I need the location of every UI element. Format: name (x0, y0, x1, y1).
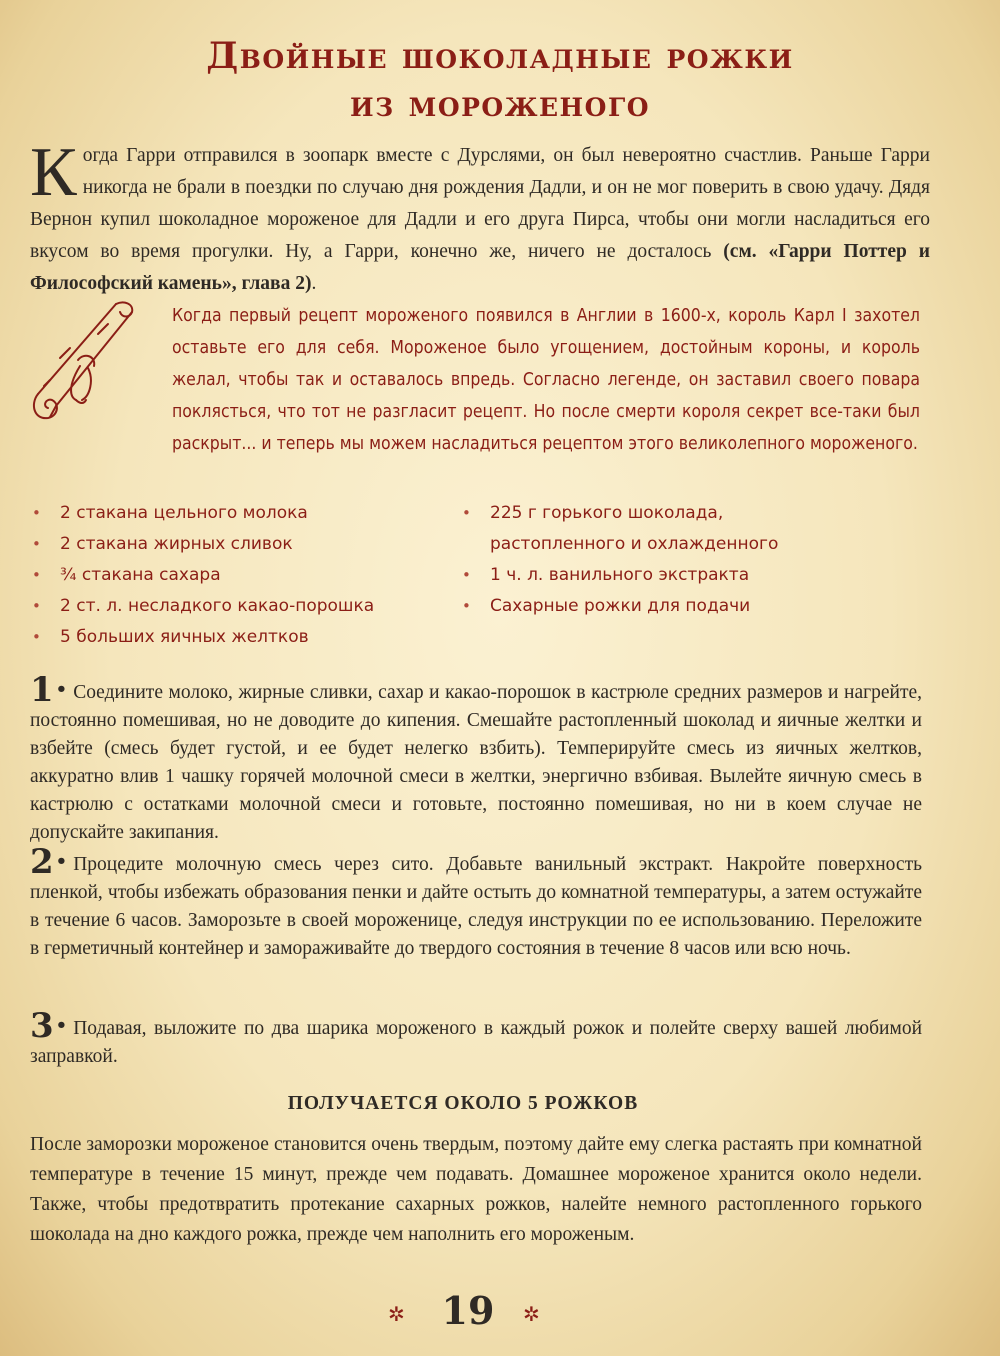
intro-paragraph (30, 134, 930, 300)
bullet-dot: • (462, 566, 471, 584)
rolled-scroll-icon (20, 296, 148, 430)
bullet-dot: • (32, 628, 41, 646)
yield-heading: ПОЛУЧАЕТСЯ ОКОЛО 5 РОЖКОВ (287, 1093, 639, 1114)
book-reference: (см. «Гарри Поттер и Философский камень», глава 2) (30, 241, 930, 294)
step-number: 1 • (30, 670, 68, 710)
step-3 (30, 1006, 922, 1071)
ingredient-item: • Сахарные рожки для подачи (460, 591, 920, 622)
ingredient-item: • 225 г горького шоколада, растопленного и охлажденного (460, 498, 820, 560)
drop-cap: К (30, 134, 77, 211)
ingredient-item: • 2 стакана жирных сливок (30, 529, 430, 560)
star-ornament-icon: ✲ (388, 1304, 405, 1326)
ingredient-item: • ¾ стакана сахара (30, 560, 430, 591)
history-fact: Когда первый рецепт мороженого появился в Англии в 1600-х, король Карл I захотел оставьте его для себя. Мороженое было угощением, достойным короны, и король желал, чтобы так и оставалось впредь. Согласно легенде, он заставил своего повара поклясться, что тот не разгласит рецепт. Но после смерти короля секрет все-таки был раскрыт... и теперь мы можем насладиться рецептом этого великолепного мороженого. (172, 306, 920, 454)
step-number: 3 • (30, 1006, 68, 1046)
ingredients-left (30, 498, 430, 653)
intro-end: . (311, 273, 317, 294)
step-text: Процедите молочную смесь через сито. Добавьте ванильный экстракт. Накройте поверхность пленкой, чтобы избежать образования пенки и дайте остыть до комнатной температуры, а затем остужайте в течение 6 часов. Заморозьте в своей мороженице, следуя инструкции по ее использованию. Переложите в герметичный контейнер и замораживайте до твердого состояния в течение 8 часов или всю ночь. (30, 854, 922, 959)
ingredients-right (460, 498, 920, 622)
page-number: 19 (441, 1288, 495, 1333)
step-number: 2 • (30, 842, 68, 882)
step-2 (30, 842, 922, 963)
ingredient-item: • 2 ст. л. несладкого какао-порошка (30, 591, 430, 622)
bullet-dot: • (462, 597, 471, 615)
title-line-1: Двойные шоколадные рожки (206, 35, 794, 77)
title-line-2: из мороженого (349, 83, 650, 125)
ingredient-item: • 2 стакана цельного молока (30, 498, 430, 529)
storage-note: После заморозки мороженое становится очень твердым, поэтому дайте ему слегка растаять при комнатной температуре в течение 15 минут, прежде чем подавать. Домашнее мороженое хранится около недели. Также, чтобы предотвратить протекание сахарных рожков, налейте немного растопленного горького шоколада на дно каждого рожка, прежде чем наполнить его мороженым. (30, 1134, 922, 1245)
bullet-dot: • (32, 566, 41, 584)
bullet-dot: • (32, 535, 41, 553)
ingredient-item: • 1 ч. л. ванильного экстракта (460, 560, 920, 591)
bullet-dot: • (32, 504, 41, 522)
ingredient-item: • 5 больших яичных желтков (30, 622, 430, 653)
recipe-title (0, 32, 1000, 128)
intro-text: огда Гарри отправился в зоопарк вместе с Дурслями, он был невероятно счастлив. Раньше Гарри никогда не брали в поездки по случаю дня рождения Дадли, и он не мог поверить в свою удачу. Дядя Вернон купил шоколадное мороженое для Дадли и его друга Пирса, чтобы они могли насладиться его вкусом во время прогулки. Ну, а Гарри, конечно же, ничего не досталось (30, 145, 930, 262)
step-1 (30, 670, 922, 847)
step-text: Соедините молоко, жирные сливки, сахар и какао-порошок в кастрюле средних размеров и нагрейте, постоянно помешивая, но не доводите до кипения. Смешайте растопленный шоколад и яичные желтки и взбейте (смесь будет густой, и ее будет нелегко взбить). Темперируйте смесь из яичных желтков, аккуратно влив 1 чашку горячей молочной смеси в желтки, энергично взбивая. Вылейте яичную смесь в кастрюлю с остатками молочной смеси и готовьте, постоянно помешивая, но ни в коем случае не допускайте закипания. (30, 682, 922, 843)
step-text: Подавая, выложите по два шарика мороженого в каждый рожок и полейте сверху вашей любимой заправкой. (30, 1018, 922, 1067)
bullet-dot: • (462, 504, 471, 522)
page-footer (388, 1288, 548, 1338)
bullet-dot: • (32, 597, 41, 615)
star-ornament-icon: ✲ (523, 1304, 540, 1326)
